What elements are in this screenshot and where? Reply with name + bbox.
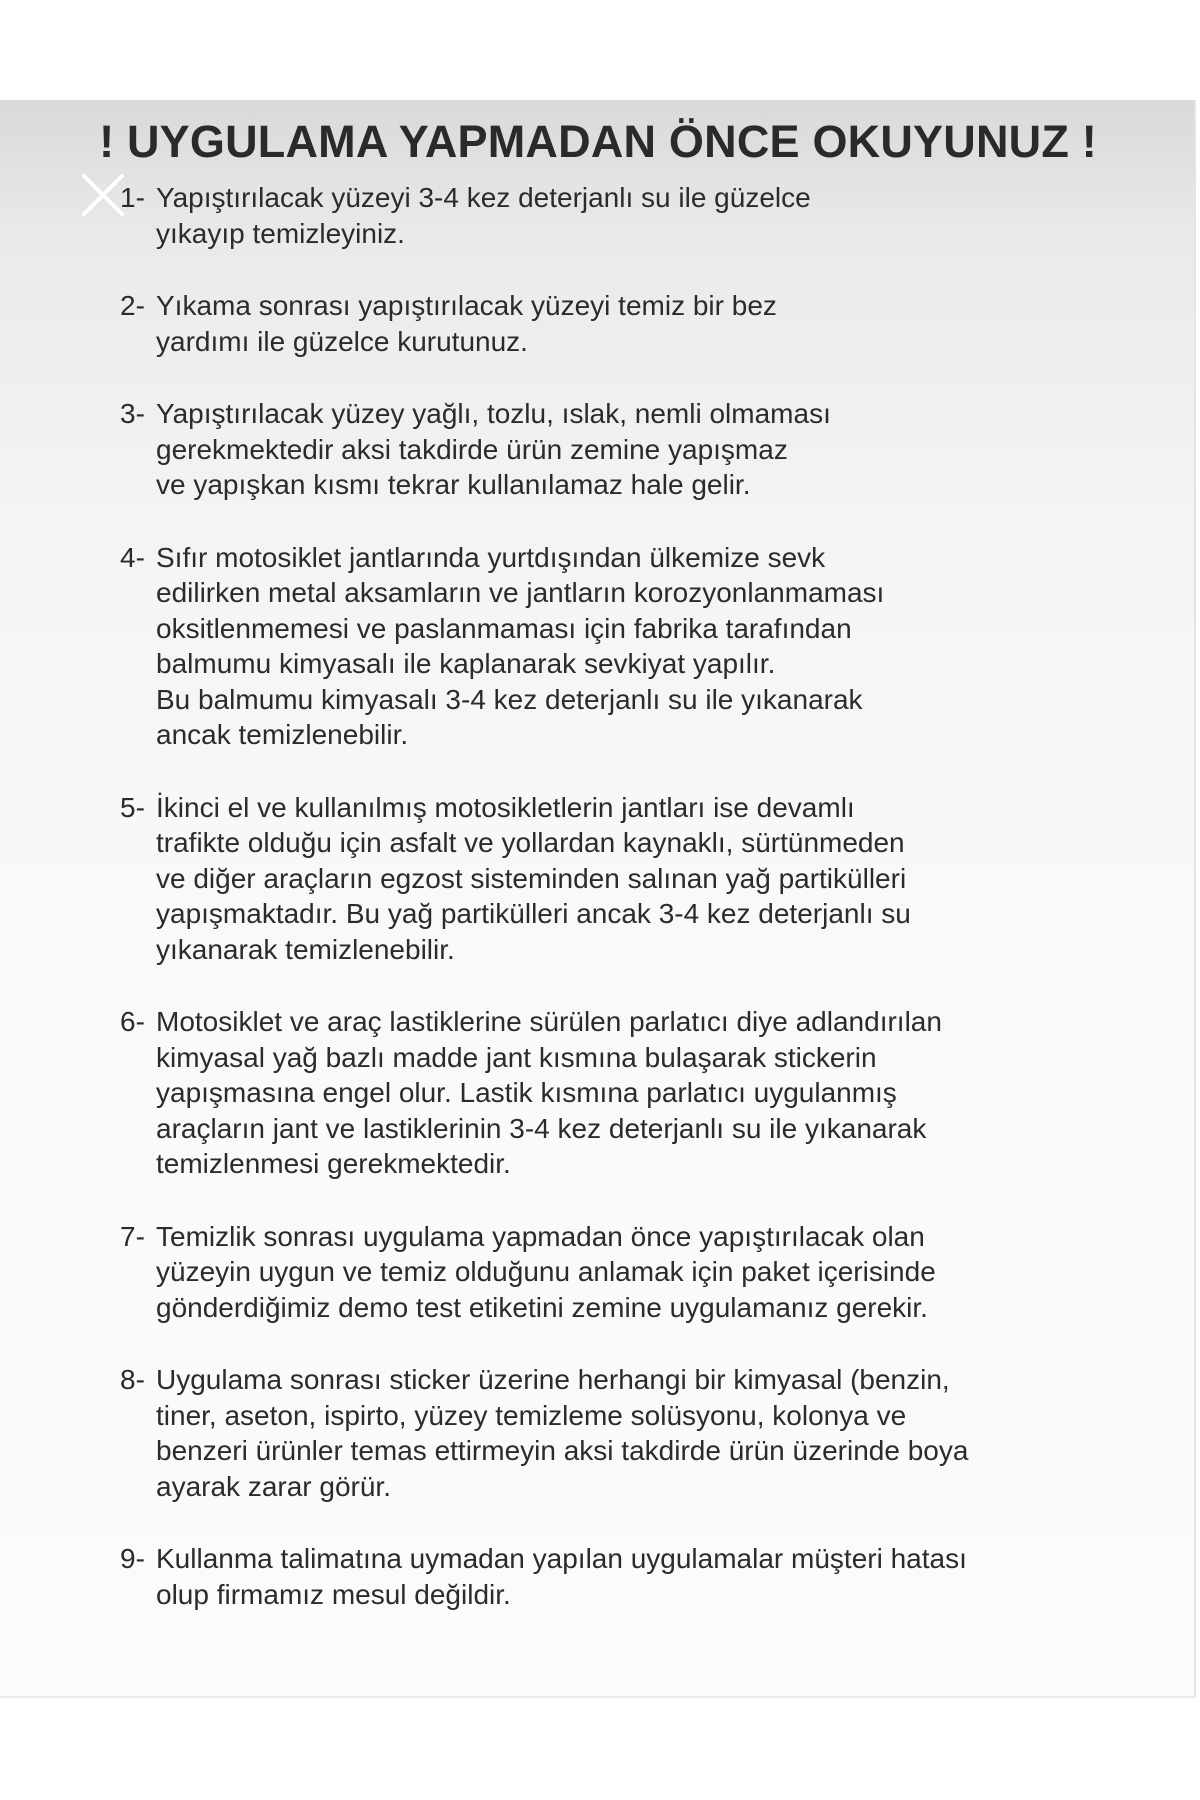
item-text-line: ancak temizlenebilir. xyxy=(156,719,409,750)
item-number: 1- xyxy=(120,182,145,213)
item-text-line: trafikte olduğu için asfalt ve yollardan kaynaklı, sürtünmeden xyxy=(156,827,905,858)
list-item xyxy=(120,1219,1160,1326)
item-text-line: yüzeyin uygun ve temiz olduğunu anlamak için paket içerisinde xyxy=(156,1256,936,1287)
item-text-line: yardımı ile güzelce kurutunuz. xyxy=(156,325,528,357)
list-item xyxy=(120,540,1160,753)
item-text-line: yıkayıp temizleyiniz. xyxy=(156,217,405,249)
instruction-list xyxy=(120,180,1160,1649)
item-text-line: Sıfır motosiklet jantlarında yurtdışından ülkemize sevk xyxy=(156,541,826,573)
item-text-line: tiner, aseton, ispirto, yüzey temizleme solüsyonu, kolonya ve xyxy=(156,1399,907,1431)
item-text-line: Yıkama sonrası yapıştırılacak yüzeyi temiz bir bez xyxy=(156,290,777,321)
item-text-line: ve yapışkan kısmı tekrar kullanılamaz hale gelir. xyxy=(156,469,751,500)
item-number: 5- xyxy=(120,791,145,823)
item-text-line: Yapıştırılacak yüzey yağlı, tozlu, ıslak, nemli olmaması xyxy=(156,398,831,429)
item-number: 4- xyxy=(120,541,145,573)
item-text-line: balmumu kimyasalı ile kaplanarak sevkiyat yapılır. xyxy=(156,648,776,679)
item-text-line: Bu balmumu kimyasalı 3-4 kez deterjanlı su ile yıkanarak xyxy=(156,683,863,715)
item-text-line: oksitlenmemesi ve paslanmaması için fabrika tarafından xyxy=(156,612,852,644)
item-number: 3- xyxy=(120,398,145,429)
list-item xyxy=(120,1541,1160,1612)
item-number: 2- xyxy=(120,290,145,321)
item-number: 6- xyxy=(120,1006,145,1037)
list-item xyxy=(120,288,1160,359)
list-item xyxy=(120,1004,1160,1182)
item-number: 7- xyxy=(120,1220,145,1252)
item-text-line: ayarak zarar görür. xyxy=(156,1470,391,1502)
item-text-line: Yapıştırılacak yüzeyi 3-4 kez deterjanlı su ile güzelce xyxy=(156,182,811,213)
item-text-line: temizlenmesi gerekmektedir. xyxy=(156,1148,511,1179)
item-text-line: benzeri ürünler temas ettirmeyin aksi takdirde ürün üzerinde boya xyxy=(156,1435,969,1466)
item-text-line: Motosiklet ve araç lastiklerine sürülen parlatıcı diye adlandırılan xyxy=(156,1006,942,1037)
item-text-line: yapışmaktadır. Bu yağ partikülleri ancak 3-4 kez deterjanlı su xyxy=(156,898,911,929)
item-text-line: yapışmasına engel olur. Lastik kısmına parlatıcı uygulanmış xyxy=(156,1077,897,1108)
item-number: 9- xyxy=(120,1543,145,1574)
page-title: ! UYGULAMA YAPMADAN ÖNCE OKUYUNUZ ! xyxy=(99,116,1097,167)
instruction-sheet xyxy=(0,100,1196,1698)
list-item xyxy=(120,396,1160,503)
item-text-line: kimyasal yağ bazlı madde jant kısmına bulaşarak stickerin xyxy=(156,1041,877,1073)
item-text-line: Kullanma talimatına uymadan yapılan uygulamalar müşteri hatası xyxy=(156,1543,967,1574)
item-text-line: ve diğer araçların egzost sisteminden salınan yağ partikülleri xyxy=(156,862,907,894)
item-text-line: gerekmektedir aksi takdirde ürün zemine yapışmaz xyxy=(156,433,788,465)
item-text-line: edilirken metal aksamların ve jantların korozyonlanmaması xyxy=(156,577,885,608)
item-text-line: Uygulama sonrası sticker üzerine herhangi bir kimyasal (benzin, xyxy=(156,1364,950,1395)
item-text-line: Temizlik sonrası uygulama yapmadan önce yapıştırılacak olan xyxy=(156,1220,925,1252)
list-item xyxy=(120,180,1160,251)
item-number: 8- xyxy=(120,1364,145,1395)
item-text-line: İkinci el ve kullanılmış motosikletlerin jantları ise devamlı xyxy=(156,791,855,823)
item-text-line: yıkanarak temizlenebilir. xyxy=(156,933,455,965)
item-text-line: araçların jant ve lastiklerinin 3-4 kez deterjanlı su ile yıkanarak xyxy=(156,1112,927,1144)
item-text-line: gönderdiğimiz demo test etiketini zemine uygulamanız gerekir. xyxy=(156,1291,928,1323)
list-item xyxy=(120,790,1160,968)
item-text-line: olup firmamız mesul değildir. xyxy=(156,1578,511,1610)
list-item xyxy=(120,1362,1160,1504)
